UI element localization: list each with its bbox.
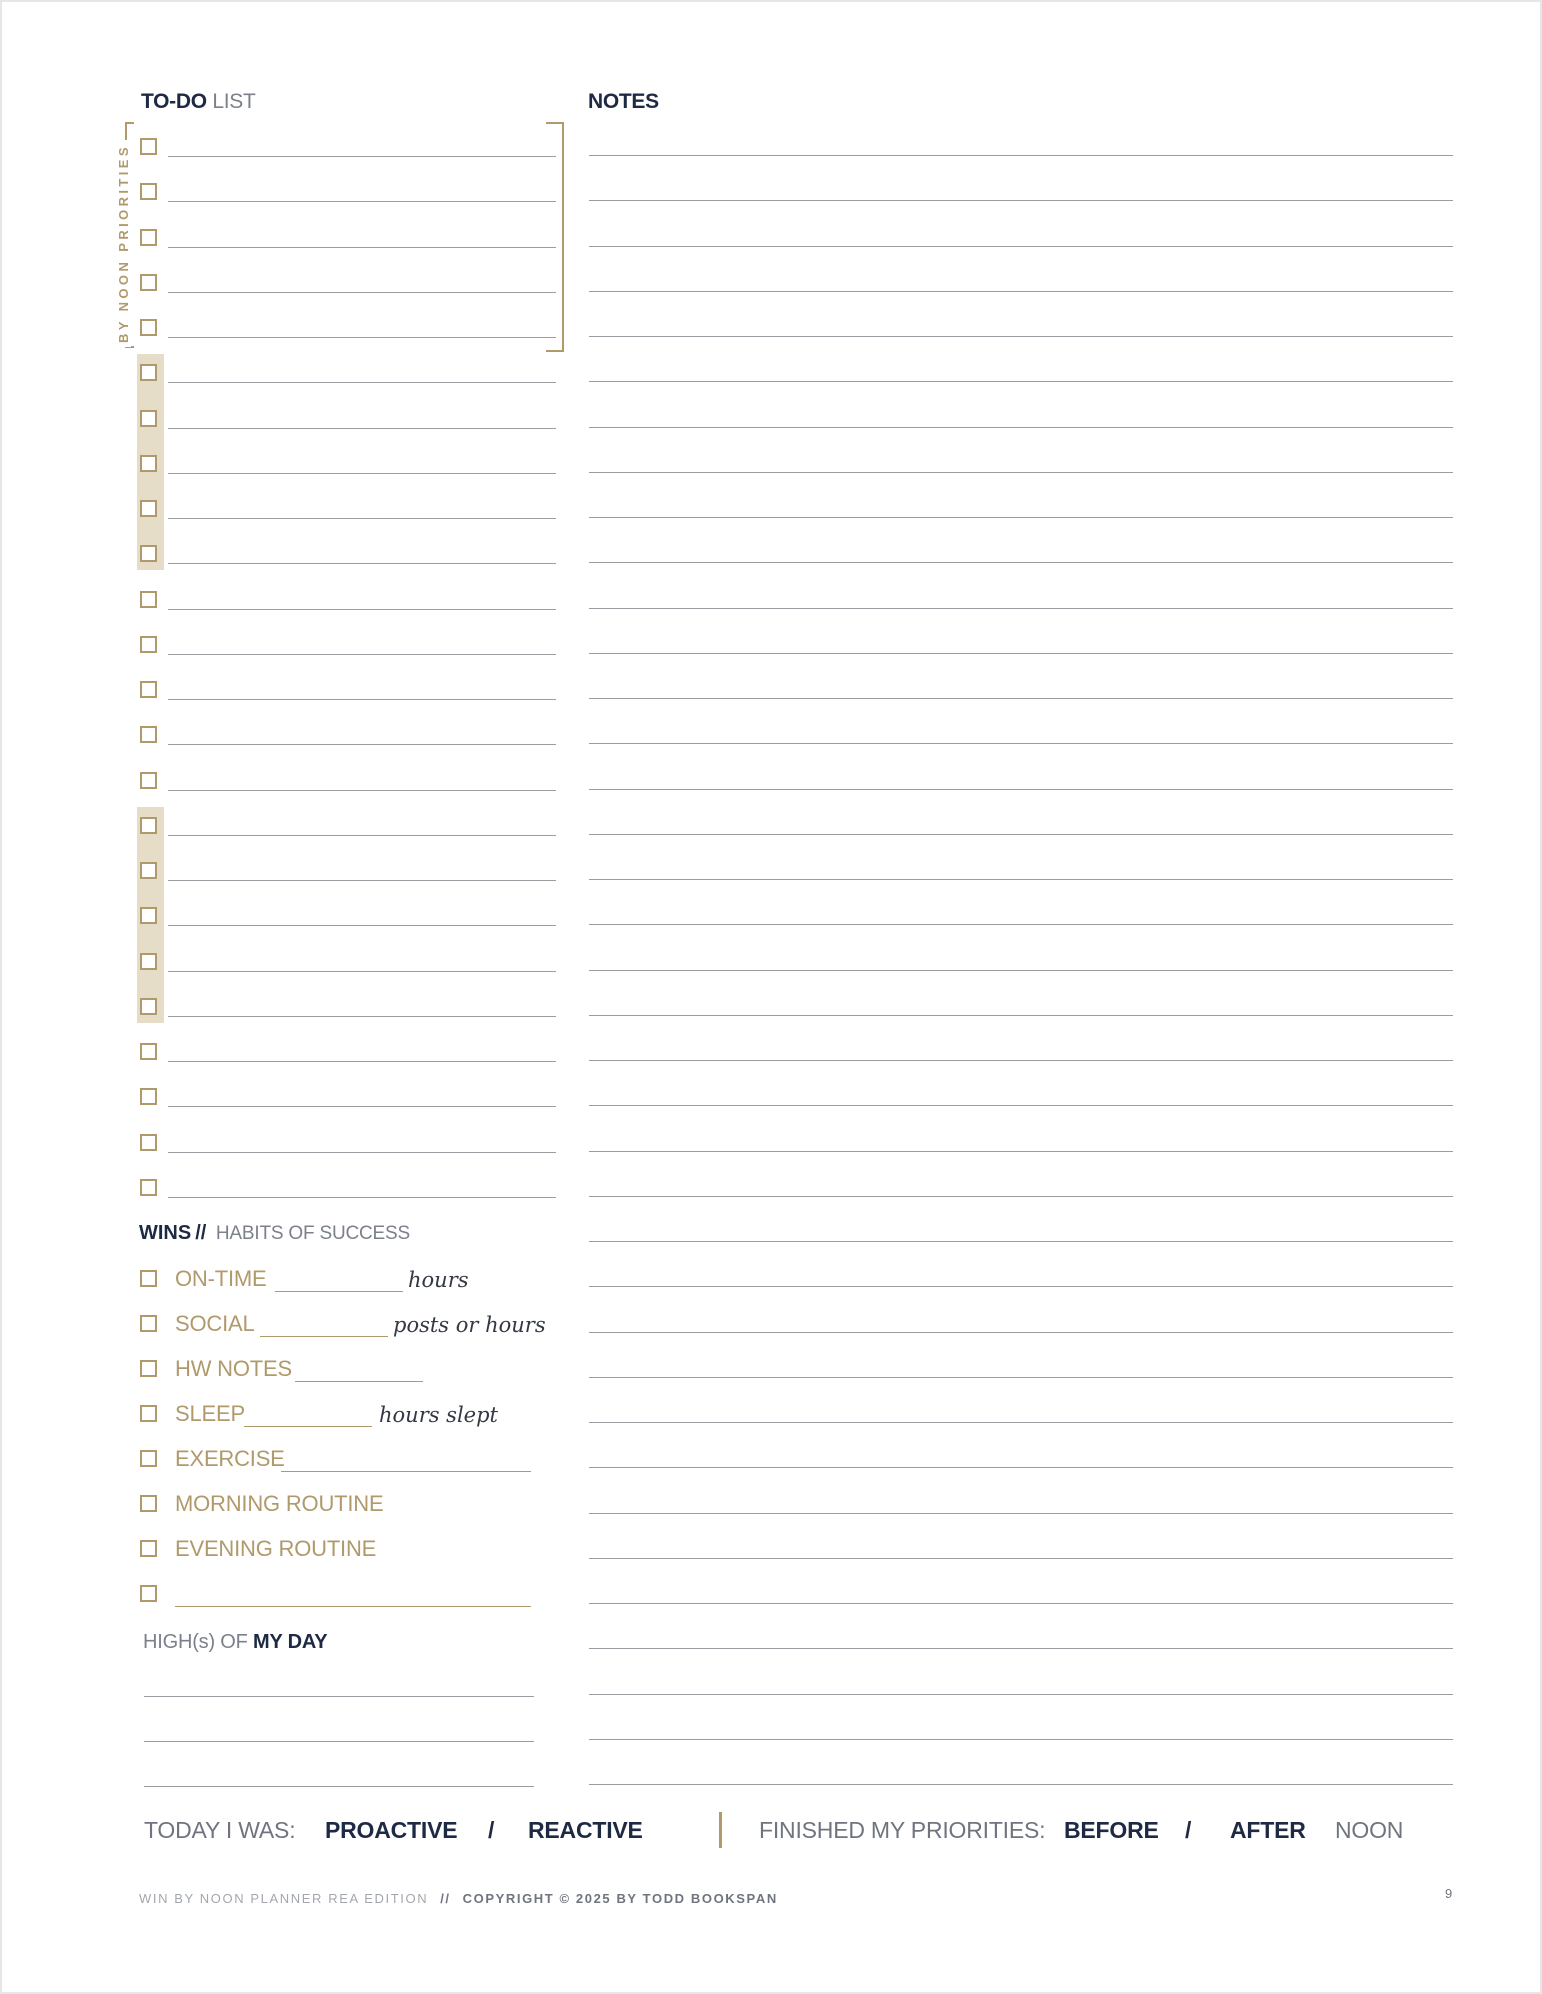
todo-checkbox[interactable] bbox=[140, 862, 157, 879]
write-in-blank[interactable] bbox=[260, 1336, 388, 1337]
win-label: EVENING ROUTINE bbox=[175, 1536, 377, 1561]
todo-write-line[interactable] bbox=[168, 428, 556, 429]
notes-line[interactable] bbox=[589, 381, 1453, 382]
notes-line[interactable] bbox=[589, 1105, 1453, 1106]
todo-checkbox[interactable] bbox=[140, 772, 157, 789]
notes-line[interactable] bbox=[589, 1151, 1453, 1152]
todo-checkbox[interactable] bbox=[140, 138, 157, 155]
footer-edition: WIN BY NOON PLANNER REA EDITION bbox=[139, 1891, 429, 1906]
todo-checkbox[interactable] bbox=[140, 998, 157, 1015]
high-line-3[interactable] bbox=[144, 1786, 534, 1787]
todo-row bbox=[140, 408, 556, 438]
todo-row bbox=[140, 589, 556, 619]
notes-line[interactable] bbox=[589, 970, 1453, 971]
write-in-blank[interactable] bbox=[244, 1426, 372, 1427]
notes-line[interactable] bbox=[589, 608, 1453, 609]
checkbox[interactable] bbox=[140, 1450, 157, 1467]
notes-line[interactable] bbox=[589, 1422, 1453, 1423]
notes-line[interactable] bbox=[589, 1694, 1453, 1695]
todo-write-line[interactable] bbox=[168, 925, 556, 926]
todo-checkbox[interactable] bbox=[140, 545, 157, 562]
todo-checkbox[interactable] bbox=[140, 1179, 157, 1196]
todo-checkbox[interactable] bbox=[140, 274, 157, 291]
todo-row bbox=[140, 1177, 556, 1207]
today-i-was-label: TODAY I WAS: bbox=[144, 1817, 296, 1843]
todo-write-line[interactable] bbox=[168, 473, 556, 474]
todo-row bbox=[140, 498, 556, 528]
todo-checkbox[interactable] bbox=[140, 319, 157, 336]
win-item-evening-routine bbox=[140, 1536, 560, 1568]
wins-title bbox=[139, 1222, 410, 1245]
proactive-option[interactable]: PROACTIVE bbox=[325, 1817, 458, 1843]
todo-write-line[interactable] bbox=[168, 609, 556, 610]
notes-line[interactable] bbox=[589, 1015, 1453, 1016]
todo-write-line[interactable] bbox=[168, 880, 556, 881]
todo-write-line[interactable] bbox=[168, 1061, 556, 1062]
todo-write-line[interactable] bbox=[168, 518, 556, 519]
todo-row bbox=[140, 543, 556, 573]
todo-checkbox[interactable] bbox=[140, 1088, 157, 1105]
win-unit: hours slept bbox=[379, 1403, 498, 1427]
footer bbox=[139, 1891, 778, 1906]
todo-row bbox=[140, 996, 556, 1026]
notes-title: NOTES bbox=[588, 90, 659, 113]
notes-line[interactable] bbox=[589, 1286, 1453, 1287]
todo-row bbox=[140, 317, 556, 347]
finished-priorities-label: FINISHED MY PRIORITIES: bbox=[759, 1817, 1046, 1843]
notes-line[interactable] bbox=[589, 1648, 1453, 1649]
todo-write-line[interactable] bbox=[168, 247, 556, 248]
page-number: 9 bbox=[1445, 1886, 1453, 1901]
todo-row bbox=[140, 770, 556, 800]
write-in-blank[interactable] bbox=[281, 1471, 531, 1472]
notes-line[interactable] bbox=[589, 1513, 1453, 1514]
checkbox[interactable] bbox=[140, 1540, 157, 1557]
win-item-social bbox=[140, 1311, 560, 1343]
win-label: EXERCISE bbox=[175, 1446, 285, 1471]
notes-line[interactable] bbox=[589, 1603, 1453, 1604]
todo-row bbox=[140, 1132, 556, 1162]
win-label: SOCIAL bbox=[175, 1311, 255, 1336]
win-label: ON-TIME bbox=[175, 1266, 267, 1291]
notes-line[interactable] bbox=[589, 924, 1453, 925]
checkbox[interactable] bbox=[140, 1315, 157, 1332]
by-noon-priorities-label: BY NOON PRIORITIES bbox=[116, 140, 131, 347]
slash-separator: / bbox=[488, 1817, 495, 1843]
todo-row bbox=[140, 227, 556, 257]
notes-line[interactable] bbox=[589, 879, 1453, 880]
todo-checkbox[interactable] bbox=[140, 591, 157, 608]
todo-write-line[interactable] bbox=[168, 790, 556, 791]
high-line-2[interactable] bbox=[144, 1741, 534, 1742]
todo-write-line[interactable] bbox=[168, 382, 556, 383]
todo-checkbox[interactable] bbox=[140, 455, 157, 472]
todo-write-line[interactable] bbox=[168, 1197, 556, 1198]
todo-row bbox=[140, 362, 556, 392]
todo-checkbox[interactable] bbox=[140, 726, 157, 743]
highs-title-light: HIGH(s) OF bbox=[143, 1631, 248, 1653]
todo-row bbox=[140, 860, 556, 890]
todo-row bbox=[140, 679, 556, 709]
todo-list-title bbox=[141, 90, 255, 114]
todo-checkbox[interactable] bbox=[140, 1043, 157, 1060]
checkbox[interactable] bbox=[140, 1495, 157, 1512]
wins-title-bold: WINS bbox=[139, 1222, 192, 1244]
checkbox[interactable] bbox=[140, 1270, 157, 1287]
wins-subtitle: HABITS OF SUCCESS bbox=[215, 1223, 410, 1244]
before-option[interactable]: BEFORE bbox=[1064, 1817, 1159, 1843]
notes-line[interactable] bbox=[589, 1060, 1453, 1061]
win-label: MORNING ROUTINE bbox=[175, 1491, 384, 1516]
todo-checkbox[interactable] bbox=[140, 636, 157, 653]
todo-write-line[interactable] bbox=[168, 654, 556, 655]
highs-of-my-day-title bbox=[143, 1631, 327, 1654]
notes-line[interactable] bbox=[589, 789, 1453, 790]
notes-line[interactable] bbox=[589, 200, 1453, 201]
footer-copyright: COPYRIGHT © 2025 BY TODD BOOKSPAN bbox=[462, 1891, 778, 1906]
todo-checkbox[interactable] bbox=[140, 817, 157, 834]
todo-write-line[interactable] bbox=[168, 1152, 556, 1153]
todo-checkbox[interactable] bbox=[140, 500, 157, 517]
todo-checkbox[interactable] bbox=[140, 183, 157, 200]
todo-write-line[interactable] bbox=[168, 744, 556, 745]
win-item-sleep bbox=[140, 1401, 560, 1433]
notes-line[interactable] bbox=[589, 336, 1453, 337]
todo-checkbox[interactable] bbox=[140, 681, 157, 698]
todo-write-line[interactable] bbox=[168, 835, 556, 836]
footer-separator: // bbox=[440, 1891, 451, 1906]
noon-label: NOON bbox=[1335, 1817, 1404, 1843]
notes-line[interactable] bbox=[589, 427, 1453, 428]
highs-title-bold: MY DAY bbox=[253, 1631, 328, 1653]
todo-write-line[interactable] bbox=[168, 699, 556, 700]
todo-write-line[interactable] bbox=[168, 971, 556, 972]
win-label: HW NOTES bbox=[175, 1356, 292, 1381]
todo-write-line[interactable] bbox=[168, 563, 556, 564]
notes-line[interactable] bbox=[589, 1196, 1453, 1197]
todo-row bbox=[140, 905, 556, 935]
win-unit: hours bbox=[408, 1268, 469, 1292]
todo-checkbox[interactable] bbox=[140, 907, 157, 924]
notes-line[interactable] bbox=[589, 1332, 1453, 1333]
todo-write-line[interactable] bbox=[168, 1016, 556, 1017]
reactive-option[interactable]: REACTIVE bbox=[528, 1817, 643, 1843]
todo-write-line[interactable] bbox=[168, 156, 556, 157]
todo-row bbox=[140, 634, 556, 664]
todo-row bbox=[140, 453, 556, 483]
win-item-exercise bbox=[140, 1446, 560, 1478]
win-label: SLEEP bbox=[175, 1401, 245, 1426]
todo-checkbox[interactable] bbox=[140, 1134, 157, 1151]
todo-checkbox[interactable] bbox=[140, 410, 157, 427]
notes-line[interactable] bbox=[589, 246, 1453, 247]
notes-line[interactable] bbox=[589, 1739, 1453, 1740]
checkbox[interactable] bbox=[140, 1405, 157, 1422]
notes-line[interactable] bbox=[589, 517, 1453, 518]
notes-line[interactable] bbox=[589, 1467, 1453, 1468]
notes-line[interactable] bbox=[589, 291, 1453, 292]
notes-line[interactable] bbox=[589, 698, 1453, 699]
notes-line[interactable] bbox=[589, 653, 1453, 654]
todo-checkbox[interactable] bbox=[140, 953, 157, 970]
notes-line[interactable] bbox=[589, 155, 1453, 156]
checkbox[interactable] bbox=[140, 1585, 157, 1602]
notes-line[interactable] bbox=[589, 1241, 1453, 1242]
notes-line[interactable] bbox=[589, 1558, 1453, 1559]
write-in-blank[interactable] bbox=[175, 1606, 531, 1607]
slash-separator-2: / bbox=[1185, 1817, 1192, 1843]
win-item-hw-notes bbox=[140, 1356, 560, 1388]
notes-line[interactable] bbox=[589, 743, 1453, 744]
win-item-custom bbox=[140, 1581, 560, 1613]
win-item-on-time bbox=[140, 1266, 560, 1298]
checkbox[interactable] bbox=[140, 1360, 157, 1377]
todo-title-bold: TO-DO bbox=[141, 90, 207, 113]
todo-write-line[interactable] bbox=[168, 1106, 556, 1107]
win-item-morning-routine bbox=[140, 1491, 560, 1523]
todo-row bbox=[140, 136, 556, 166]
todo-row bbox=[140, 724, 556, 754]
todo-row bbox=[140, 1041, 556, 1071]
todo-checkbox[interactable] bbox=[140, 364, 157, 381]
todo-row bbox=[140, 951, 556, 981]
todo-checkbox[interactable] bbox=[140, 229, 157, 246]
wins-separator: // bbox=[195, 1222, 207, 1244]
todo-row bbox=[140, 1086, 556, 1116]
write-in-blank[interactable] bbox=[275, 1291, 403, 1292]
todo-row bbox=[140, 272, 556, 302]
high-line-1[interactable] bbox=[144, 1696, 534, 1697]
todo-write-line[interactable] bbox=[168, 292, 556, 293]
notes-line[interactable] bbox=[589, 1784, 1453, 1785]
notes-line[interactable] bbox=[589, 834, 1453, 835]
notes-line[interactable] bbox=[589, 1377, 1453, 1378]
todo-write-line[interactable] bbox=[168, 201, 556, 202]
notes-line[interactable] bbox=[589, 562, 1453, 563]
todo-write-line[interactable] bbox=[168, 337, 556, 338]
write-in-blank[interactable] bbox=[295, 1381, 423, 1382]
todo-row bbox=[140, 181, 556, 211]
todo-row bbox=[140, 815, 556, 845]
notes-line[interactable] bbox=[589, 472, 1453, 473]
win-unit: posts or hours bbox=[393, 1313, 546, 1337]
status-divider bbox=[719, 1812, 722, 1848]
after-option[interactable]: AFTER bbox=[1230, 1817, 1306, 1843]
todo-title-light: LIST bbox=[212, 90, 256, 113]
